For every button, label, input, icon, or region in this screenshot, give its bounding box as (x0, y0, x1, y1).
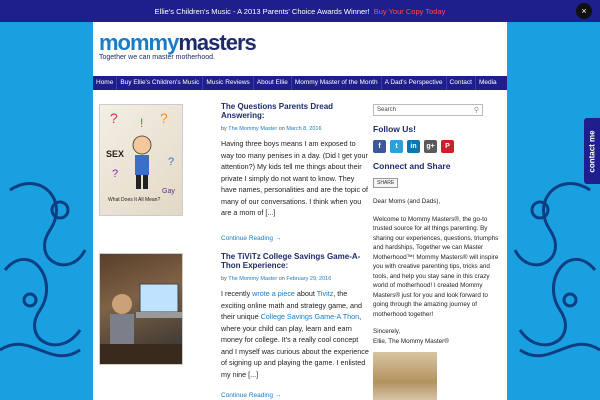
close-icon[interactable]: × (576, 3, 592, 19)
post-1-meta: by The Mommy Master on March 8, 2016 (221, 126, 322, 132)
nav-mommy-master-month[interactable]: Mommy Master of the Month (292, 76, 382, 90)
search-input[interactable] (373, 104, 483, 116)
thumbnail-photo (100, 254, 183, 365)
search-icon[interactable]: ⚲ (473, 107, 479, 114)
nav-media[interactable]: Media (478, 79, 497, 86)
post-2-meta: by The Mommy Master on February 29, 2016 (221, 276, 332, 282)
svg-text:?: ? (168, 156, 175, 168)
svg-text:?: ? (112, 168, 119, 180)
promo-bar (0, 0, 600, 22)
link-wrote-a-piece[interactable]: wrote a piece (252, 289, 295, 298)
nav-dads-perspective[interactable]: A Dad's Perspective (382, 76, 447, 90)
pinterest-icon[interactable]: P (441, 140, 454, 153)
post-2-continue-link[interactable]: Continue Reading → (221, 392, 282, 399)
link-tivitz[interactable]: Tivitz (316, 289, 334, 298)
google-plus-icon[interactable]: g+ (424, 140, 437, 153)
link-game-a-thon[interactable]: College Savings Game-A Thon (260, 312, 360, 321)
promo-link[interactable]: Buy Your Copy Today (373, 6, 446, 16)
post-2-body (221, 252, 369, 399)
post-1-author[interactable]: The Mommy Master (228, 126, 278, 132)
post-1-excerpt: Having three boys means I am exposed to way too many penises in a day. (Did I get your attention?) My kids tell me things about their private I simply do not want to know. They have names, personalities and are the topic of many of our conversations. I think when you are a mom of [...] (221, 139, 369, 217)
post-2-author[interactable]: The Mommy Master (228, 276, 278, 282)
nav-about-ellie[interactable]: About Ellie (254, 76, 292, 90)
sidebar (373, 104, 501, 400)
post-2-title[interactable]: The TiViTz College Savings Game-A-Thon Experience: (221, 252, 361, 270)
thumb-sex-label: SEX (106, 149, 125, 159)
welcome-body: Welcome to Mommy Masters®, the go-to trusted source for all things parenting. By sharing our experiences, questions, triumphs and hardships, Together we can Master Motherhood™! Mommy Masters® will inspire you with creative parenting tips, tricks and tools, and help you stay sane in this crazy world of motherhood! I created Mommy Masters® just for you and look forward to going through the amazing journey of motherhood together! (373, 215, 499, 318)
svg-text:!: ! (140, 116, 144, 130)
swirl-decoration-left (0, 150, 93, 400)
post-2-thumbnail[interactable] (99, 253, 183, 365)
post-1-body (221, 102, 369, 242)
page-container (93, 22, 507, 400)
post-1 (99, 102, 369, 252)
post-1-title[interactable]: The Questions Parents Dread Answering: (221, 102, 334, 120)
nav-music-reviews[interactable]: Music Reviews (203, 76, 253, 90)
svg-text:?: ? (160, 110, 168, 126)
facebook-icon[interactable]: f (373, 140, 386, 153)
swirl-decoration-right (507, 150, 600, 400)
thumb-gay-label: Gay (162, 188, 175, 195)
follow-heading: Follow Us! (373, 124, 416, 134)
linkedin-icon[interactable]: in (407, 140, 420, 153)
thumb-caption: What Does It All Mean? (108, 197, 161, 203)
welcome-greeting: Dear Moms (and Dads), (373, 198, 441, 205)
post-2-excerpt: I recently wrote a piece about Tivitz, the exciting online math and strategy game, and their unique College Savings Game-A Thon, where your child can play, learn and earn money for college. It's a really cool concept and I myself was curious about the experience of signing up and playing the game. I enlisted my nine [...] (221, 289, 369, 379)
social-links (373, 140, 501, 153)
post-2 (99, 252, 369, 400)
post-2-date[interactable]: February 29, 2016 (286, 276, 332, 282)
contact-me-tab[interactable] (584, 118, 600, 184)
connect-heading: Connect and Share (373, 161, 451, 171)
site-logo[interactable] (99, 30, 299, 80)
promo-text: Ellie's Children's Music - A 2013 Parents' Choice Awards Winner! (154, 6, 370, 16)
post-1-thumbnail[interactable] (99, 104, 183, 216)
nav-contact[interactable]: Contact (447, 76, 476, 90)
twitter-icon[interactable]: t (390, 140, 403, 153)
welcome-signature: Ellie, The Mommy Master® (373, 337, 449, 345)
logo-wordmark: mommymasters (99, 30, 256, 55)
search-placeholder: Search (377, 107, 397, 113)
welcome-sincerely: Sincerely, (373, 328, 401, 335)
nav-home[interactable]: Home (93, 76, 117, 90)
tagline: Together we can master motherhood. (99, 54, 215, 61)
post-1-continue-link[interactable]: Continue Reading → (221, 234, 282, 242)
nav-buy-music[interactable]: Buy Ellie's Children's Music (117, 76, 203, 90)
thumbnail-illustration (100, 105, 183, 216)
main-nav (93, 76, 507, 90)
post-1-date[interactable]: March 8, 2016 (286, 126, 322, 132)
share-button[interactable]: SHARE (373, 178, 398, 188)
author-photo (373, 352, 437, 400)
contact-tab-label: contact me (587, 129, 597, 173)
svg-text:?: ? (110, 110, 118, 126)
